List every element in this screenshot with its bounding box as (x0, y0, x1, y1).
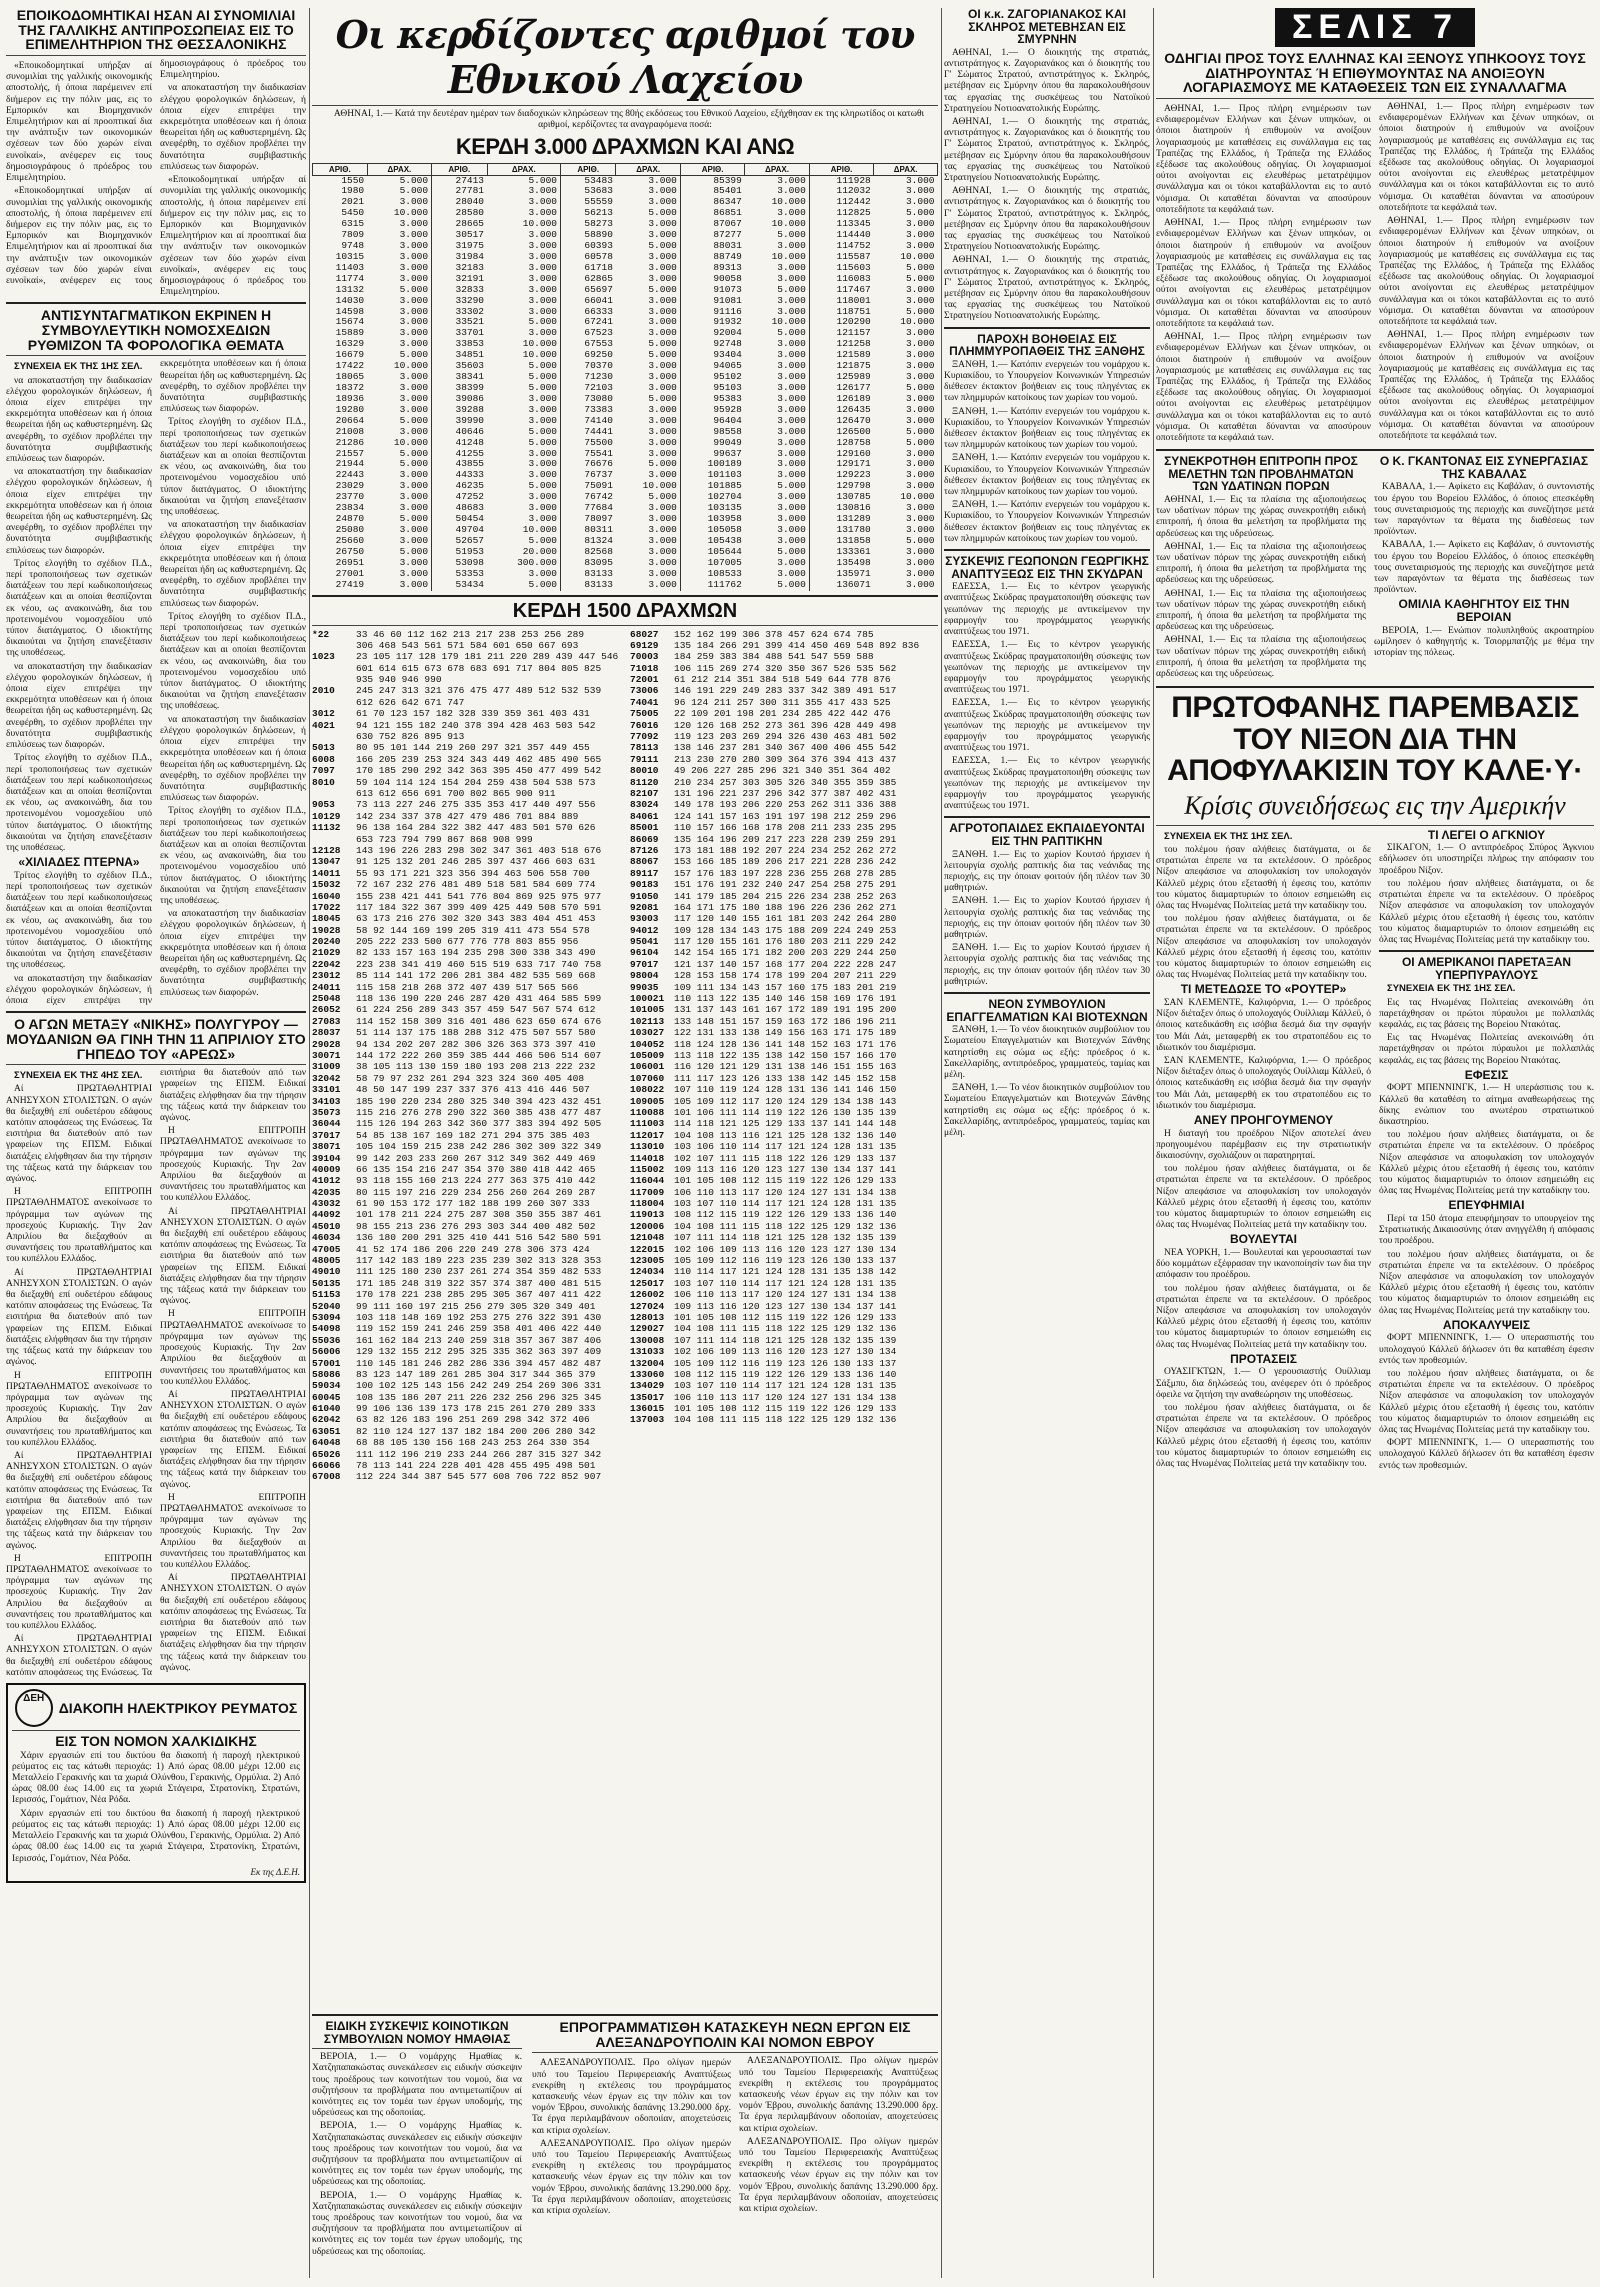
article-french-delegation-cont: «Εποικοδομητικαί υπήρξαν αί συνομιλίαι της γαλλικής οικονομικής αποστολής, ή όποια παρέμεινεν επί διήμερον εις την πόλιν μας, εις το Εμπορικόν και Βιομηχανικόν Επιμελητήριον και αί προοπτικαί δια την ανάπτυξιν των οικονομικών σχέσεων των δύο χωρών είναι ευνοϊκαί», ανέφερεν εις τους δημοσιογράφους ό πρόεδρος του Επιμελητηρίου. (6, 59, 306, 286)
lottery-row: 19280 3.000 39288 3.000 73383 3.000 95928 3.000 126435 3.000 (335, 403, 935, 415)
lottery-small-row: 134029 103 107 110 114 117 121 124 128 131 135 (630, 1380, 897, 1392)
lottery-row: 22443 3.000 44333 3.000 76737 3.000 101103 3.000 129223 3.000 (335, 469, 935, 481)
lottery-row: 7809 3.000 30517 3.000 58890 3.000 87277 5.000 114440 3.000 (341, 229, 935, 241)
lottery-small-row: 70003 184 259 383 384 488 541 547 559 588 (630, 651, 874, 663)
lottery-small-row: 128013 101 105 108 112 115 119 122 126 129 133 (630, 1311, 897, 1323)
lottery-small-row: 136015 101 105 108 112 115 119 122 126 129 133 (630, 1403, 897, 1415)
lottery-small-row: 108022 107 110 119 124 128 131 136 141 146 150 (630, 1084, 897, 1096)
lottery-small-row: 85001 110 157 166 168 178 208 211 233 235 295 (630, 822, 897, 834)
lottery-small-row: 35073 115 216 276 278 290 322 360 385 438 477 487 (312, 1106, 602, 1118)
lottery-row: 11403 3.000 32183 3.000 61718 3.000 89313 3.000 115603 5.000 (335, 261, 935, 273)
lottery-small-row: 129027 104 108 111 115 118 122 125 129 132 136 (630, 1323, 897, 1335)
prize-1500-title: ΚΕΡΔΗ 1500 ΔΡΑΧΜΩΝ (512, 599, 738, 622)
lottery-small-row: 21029 82 133 157 163 194 235 298 300 338 343 490 (312, 947, 596, 959)
lottery-small-row: 125017 103 107 110 114 117 121 124 128 131 135 (630, 1277, 897, 1289)
lottery-row: 17422 10.000 35603 5.000 70370 3.000 94065 3.000 121875 3.000 (335, 360, 935, 372)
lottery-small-row: 76016 120 126 168 252 273 361 396 428 449 498 (630, 719, 897, 731)
lottery-bottom-articles: ΕΙΔΙΚΗ ΣΥΣΚΕΨΙΣ ΚΟΙΝΟΤΙΚΩΝ ΣΥΜΒΟΥΛΙΩΝ ΝΟΜΟΥ ΗΜΑΘΙΑΣ ΒΕΡΟΙΑ, 1.— Ο νομάρχης Ημαθίας κ. Χατζηπαπακώστας συνεκάλεσεν εις ειδικήν σύσκεψιν τους προέδρους των κοινοτήτων του νομού, δια να συζητήσουν τα προβλήματα που αντιμετωπίζουν αί κοινότητες εις τον τομέα των έργων υποδομής, της υδρεύσεως και της οδοποιίας. ΒΕΡΟΙΑ, 1.— Ο νομάρχης Ημαθίας κ. Χατζηπαπακώστας συνεκάλεσεν εις ειδικήν σύσκεψιν τους προέδρους των κοινοτήτων του νομού, δια να συζητήσουν τα προβλήματα που αντιμετωπίζουν αί κοινότητες εις τον τομέα των έργων υποδομής, της υδρεύσεως και της οδοποιίας. ΒΕΡΟΙΑ, 1.— Ο νομάρχης Ημαθίας κ. Χατζηπαπακώστας συνεκάλεσεν εις ειδικήν σύσκεψιν τους προέδρους των κοινοτήτων του νομού, δια να συζητήσουν τα προβλήματα που αντιμετωπίζουν αί κοινότητες εις τον τομέα των έργων υποδομής, της υδρεύσεως και της οδοποιίας. ΕΠΡΟΓΡΑΜΜΑΤΙΣΘΗ ΚΑΤΑΣΚΕΥΗ ΝΕΩΝ ΕΡΓΩΝ ΕΙΣ ΑΛΕΞΑΝΔΡΟΥΠΟΛΙΝ ΚΑΙ ΝΟΜΟΝ ΕΒΡΟΥ ΑΛΕΞΑΝΔΡΟΥΠΟΛΙΣ. Προ ολίγων ημερών υπό του Ταμείου Περιφερειακής Αναπτύξεως ενεκρίθη η εκτέλεσις του προγράμματος κατασκευής νέων έργων εις την πόλιν και τον νομόν Έβρου, συνολικής δαπάνης 13.290.000 δρχ. Τα έργα περιλαμβάνουν οδοποιίαν, αποχετεύσεις και κτίρια σχολείων. ΑΛΕΞΑΝΔΡΟΥΠΟΛΙΣ. Προ ολίγων ημερών υπό του Ταμείου Περιφερειακής Αναπτύξεως ενεκρίθη η εκτέλεσις του προγράμματος κατασκευής νέων έργων εις την πόλιν και τον νομόν Έβρου, συνολικής δαπάνης 13.290.000 δρχ. Τα έργα περιλαμβάνουν οδοποιίαν, αποχετεύσεις και κτίρια σχολείων. ΑΛΕΞΑΝΔΡΟΥΠΟΛΙΣ. Προ ολίγων ημερών υπό του Ταμείου Περιφερειακής Αναπτύξεως ενεκρίθη η εκτέλεσις του προγράμματος κατασκευής νέων έργων εις την πόλιν και τον νομόν Έβρου, συνολικής δαπάνης 13.290.000 δρχ. Τα έργα περιλαμβάνουν οδοποιίαν, αποχετεύσεις και κτίρια σχολείων. ΑΛΕΞΑΝΔΡΟΥΠΟΛΙΣ. Προ ολίγων ημερών υπό του Ταμείου Περιφερειακής Αναπτύξεως ενεκρίθη η εκτέλεσις του προγράμματος κατασκευής νέων έργων εις την πόλιν και τον νομόν Έβρου, συνολικής δαπάνης 13.290.000 δρχ. Τα έργα περιλαμβάνουν οδοποιίαν, αποχετεύσεις και κτίρια σχολείων. (312, 2010, 938, 2260)
lottery-small-row: 80010 49 206 227 285 296 321 340 351 364 402 (630, 765, 891, 777)
headline-football-match: Ο ΑΓΩΝ ΜΕΤΑΞΥ «ΝΙΚΗΣ» ΠΟΛΥΓΥΡΟΥ — ΜΟΥΔΑΝΙΩΝ ΘΑ ΓΙΝΗ ΤΗΝ 11 ΑΠΡΙΛΙΟΥ ΣΤΟ ΓΗΠΕΔΟ ΤΟΥ «ΑΡΕΩΣ» (6, 1016, 306, 1062)
lottery-small-row: 59034 100 102 125 143 156 242 249 254 269 306 331 (312, 1380, 602, 1392)
lottery-small-row: 122015 102 106 109 113 116 120 123 127 130 134 (630, 1243, 897, 1255)
lottery-small-row: 31009 38 105 113 130 159 180 193 208 213 222 232 (312, 1061, 596, 1073)
lottery-small-row: 81120 210 234 257 303 305 326 340 355 359 385 (630, 776, 897, 788)
headline-missiles: ΟΙ ΑΜΕΡΙΚΑΝΟΙ ΠΑΡΕΤΑΞΑΝ ΥΠΕΡΠΥΡΑΥΛΟΥΣ (1401, 955, 1572, 982)
lottery-small-row: 50135 171 185 248 319 322 357 374 387 400 481 515 (312, 1277, 602, 1289)
lottery-small-row: 124034 110 114 117 121 124 128 131 135 138 142 (630, 1266, 897, 1278)
article-flood-aid: ΞΑΝΘΗ, 1.— Κατόπιν ενεργειών του νομάρχου κ. Κυριακίδου, το Υπουργείον Κοινωνικών Υπηρεσιών διέθεσεν έκτακτον βοήθειαν εις τους πληγέντας εκ των πλημμυρών κατοίκους των χωρίων του νομού. (944, 359, 1150, 404)
subhead-unprecedented: ΑΝΕΥ ΠΡΟΗΓΟΥΜΕΝΟΥ (1193, 1112, 1334, 1127)
lottery-small-row: 83024 149 178 193 206 220 253 262 311 336 388 (630, 799, 897, 811)
lottery-small-row: 52040 99 111 160 197 215 256 279 305 320 349 401 (312, 1300, 596, 1312)
lottery-row: 5450 10.000 28580 3.000 56213 5.000 86851 3.000 112825 5.000 (341, 207, 935, 219)
article-imathia-meeting: ΒΕΡΟΙΑ, 1.— Ο νομάρχης Ημαθίας κ. Χατζηπαπακώστας συνεκάλεσεν εις ειδικήν σύσκεψιν τους προέδρους των κοινοτήτων του νομού, δια να συζητήσουν τα προβλήματα που αντιμετωπίζουν αί κοινότητες εις τον τομέα των έργων υποδομής, της υδρεύσεως και της οδοποιίας. (312, 2052, 522, 2119)
lottery-row: 18936 3.000 39086 3.000 73080 5.000 95383 3.000 126189 3.000 (335, 392, 935, 404)
headline-sewing-school: ΑΓΡΟΤΟΠΑΙΔΕΣ ΕΚΠΑΙΔΕΥΟΝΤΑΙ ΕΙΣ ΤΗΝ ΡΑΠΤΙΚΗΝ (949, 821, 1145, 848)
lottery-small-row: 111003 114 118 121 125 129 133 137 141 144 148 (630, 1118, 897, 1130)
lottery-row: 27419 3.000 53434 5.000 83133 3.000 111762 5.000 136071 3.000 (335, 578, 935, 590)
lottery-small-row: 22042 223 238 341 419 460 515 519 633 717 740 758 (312, 958, 602, 970)
lottery-small-row: 78113 138 146 237 281 340 367 400 406 455 542 (630, 742, 897, 754)
lottery-row: 15889 3.000 33701 3.000 67523 3.000 92004 5.000 121157 3.000 (335, 327, 935, 339)
lottery-small-row: 112017 104 108 113 116 121 125 128 132 136 140 (630, 1129, 897, 1141)
lottery-small-row: 88067 153 166 185 189 206 217 221 228 236 242 (630, 856, 897, 868)
lottery-small-row: 49010 111 125 180 230 237 261 274 354 359 482 533 (312, 1266, 602, 1278)
lottery-row: 24870 5.000 50454 3.000 78097 3.000 103958 3.000 131289 3.000 (335, 513, 935, 525)
lottery-row: 21944 5.000 43855 3.000 76676 5.000 100189 3.000 129171 3.000 (335, 458, 935, 470)
lottery-small-row: 18045 63 173 216 276 302 320 343 383 404 451 453 (312, 913, 596, 925)
prize-3000-title: ΚΕΡΔΗ 3.000 ΔΡΑΧΜΩΝ ΚΑΙ ΑΝΩ (455, 134, 795, 160)
subhead-congressmen: ΒΟΥΛΕΥΤΑΙ (1229, 1232, 1298, 1247)
lottery-small-row: 13047 91 125 132 201 246 285 397 437 466 603 631 (312, 856, 596, 868)
lottery-small-row: 40009 66 135 154 216 247 354 370 380 418 442 465 (312, 1163, 596, 1175)
lottery-small-row: 48005 117 142 183 189 223 235 239 302 313 328 353 (312, 1255, 602, 1267)
continuation-label: ΣΥΝΕΧΕΙΑ ΕΚ ΤΗΣ 1ΗΣ ΣΕΛ. (14, 361, 143, 373)
lottery-small-row: 116044 101 105 108 112 115 119 122 126 129 133 (630, 1175, 897, 1187)
power-outage-notice: ΔΕΗ ΔΙΑΚΟΠΗ ΗΛΕΚΤΡΙΚΟΥ ΡΕΥΜΑΤΟΣ ΕΙΣ ΤΟΝ ΝΟΜΟΝ ΧΑΛΚΙΔΙΚΗΣ Χάριν εργασιών επί του δικτύου θα διακοπή ή παροχή ηλεκτρικού ρεύματος εις τας κάτωθι περιοχάς: 1) Από ώρας 08.00 μέχρι 12.00 εις Μεταλλείο Γερακινής και τα χωριά Ολύνθου, Γερακινής, Ορμύλια. 2) Από ώρας 08.00 έως 14.00 εις τα χωριά Στάγειρα, Στρατονίκη, Στρατώνι, Ιερισσός, Γομάτιον, Νέα Ρόδα. Χάριν εργασιών επί του δικτύου θα διακοπή ή παροχή ηλεκτρικού ρεύματος εις τας κάτωθι περιοχάς: 1) Από ώρας 08.00 μέχρι 12.00 εις Μεταλλείο Γερακινής και τα χωριά Ολύνθου, Γερακινής, Ορμύλια. 2) Από ώρας 08.00 έως 14.00 εις τα χωριά Στάγειρα, Στρατονίκη, Στρατώνι, Ιερισσός, Γομάτιον, Νέα Ρόδα. Εκ της Δ.Ε.Η. (6, 1683, 306, 1883)
lottery-intro: ΑΘΗΝΑΙ, 1.— Κατά την δευτέραν ημέραν των διαδοχικών κληρώσεων της 80ής εκδόσεως του Εθνικού Λαχείου, εξήχθησαν εκ της κληρωτίδος οι κατωθι αριθμοί, κερδίζοντες τα αναγραφόμενα ποσά: (333, 109, 925, 131)
lottery-row: 26750 5.000 51953 20.000 82568 3.000 105644 5.000 133361 3.000 (335, 545, 935, 557)
lottery-small-row: 82107 131 196 221 237 296 342 377 387 402 431 (630, 788, 897, 799)
lottery-row: 11774 3.000 32191 3.000 62865 3.000 90058 3.000 116083 5.000 (335, 272, 935, 284)
lottery-small-row: 66066 78 113 141 224 228 401 428 455 495 498 501 (312, 1460, 596, 1472)
lottery-small-row: 63051 82 110 124 127 137 182 184 200 206 280 342 (312, 1425, 596, 1437)
lottery-row: 15674 3.000 33521 5.000 67241 3.000 91932 10.000 120290 10.000 (335, 316, 935, 328)
lottery-small-row: 113010 103 106 110 114 117 121 124 128 131 135 (630, 1141, 897, 1153)
lottery-small-row: 110088 101 106 111 114 119 122 126 130 135 139 (630, 1106, 897, 1118)
lottery-row: 21557 5.000 41255 3.000 75541 3.000 99637 3.000 129160 3.000 (335, 447, 935, 459)
subhead-proposals: ΠΡΟΤΑΣΕΙΣ (1230, 1351, 1297, 1366)
lottery-small-row: 34103 185 190 220 234 280 325 340 394 423 432 451 (312, 1095, 602, 1107)
lottery-row: 18372 3.000 38399 5.000 72103 3.000 95103 3.000 126177 5.000 (335, 382, 935, 394)
lottery-small-row: 118004 103 107 110 114 117 121 124 128 131 135 (630, 1198, 897, 1210)
lottery-small-row: 33101 48 50 147 199 237 337 376 413 416 446 507 (312, 1084, 590, 1096)
lottery-small-row: 97017 121 137 140 157 168 177 204 222 228 247 (630, 958, 897, 970)
lottery-small-row: 65026 111 112 196 219 233 244 266 287 315 327 342 (312, 1448, 602, 1460)
lottery-small-row: 46034 136 180 200 291 325 410 441 516 542 580 591 (312, 1232, 602, 1244)
lottery-small-row: 24011 115 158 218 268 372 407 439 517 565 566 (312, 981, 579, 993)
lottery-small-row: 36044 115 126 194 263 342 360 377 383 394 492 505 (312, 1118, 602, 1130)
lottery-small-row: 27083 114 152 158 309 316 401 486 623 650 674 676 (312, 1015, 602, 1027)
lottery-small-row: 23012 85 114 141 172 206 281 384 482 535 569 668 (312, 970, 596, 982)
lottery-small-row: 60045 108 135 186 207 211 226 232 256 296 325 345 (312, 1391, 602, 1403)
column-right: ΣΕΛΙΣ 7 ΟΔΗΓΙΑΙ ΠΡΟΣ ΤΟΥΣ ΕΛΛΗΝΑΣ ΚΑΙ ΞΕΝΟΥΣ ΥΠΗΚΟΟΥΣ ΤΟΥΣ ΔΙΑΤΗΡΟΥΝΤΑΣ Ή ΕΠΙΘΥΜΟΥΝΤΑΣ ΝΑ ΑΝΟΙΞΟΥΝ ΛΟΓΑΡΙΑΣΜΟΥΣ ΜΕ ΚΑΤΑΘΕΣΕΙΣ ΤΩΝ ΕΙΣ ΣΥΝΑΛΛΑΓΜΑ ΑΘΗΝΑΙ, 1.— Προς πλήρη ενημέρωσιν των ενδιαφερομένων Ελλήνων και ξένων υπηκόων, οι όποιοι διατηρούν ή επιθυμούν να ανοίξουν λογαριασμούς με καταθέσεις εις συνάλλαγμα εις τας Τραπέζας της Ελλάδος, ή Τράπεζα της Ελλάδος εξέδωσε τας ακολούθους οδηγίας. Οι λογαριασμοί ούτοι ανοίγονται εις ελευθέρως μετατρέψιμον συνάλλαγμα και οι τόκοι καταβάλλονται εις το αυτό νόμισμα. Οι καταθέται δύνανται να αποσύρουν οποτεδήποτε τα κεφάλαιά των. ΑΘΗΝΑΙ, 1.— Προς πλήρη ενημέρωσιν των ενδιαφερομένων Ελλήνων και ξένων υπηκόων, οι όποιοι διατηρούν ή επιθυμούν να ανοίξουν λογαριασμούς με καταθέσεις εις συνάλλαγμα εις τας Τραπέζας της Ελλάδος, ή Τράπεζα της Ελλάδος εξέδωσε τας ακολούθους οδηγίας. Οι λογαριασμοί ούτοι ανοίγονται εις ελευθέρως μετατρέψιμον συνάλλαγμα και οι τόκοι καταβάλλονται εις το αυτό νόμισμα. Οι καταθέται δύνανται να αποσύρουν οποτεδήποτε τα κεφάλαιά των. ΑΘΗΝΑΙ, 1.— Προς πλήρη ενημέρωσιν των ενδιαφερομένων Ελλήνων και ξένων υπηκόων, οι όποιοι διατηρούν ή επιθυμούν να ανοίξουν λογαριασμούς με καταθέσεις εις συνάλλαγμα εις τας Τραπέζας της Ελλάδος, ή Τράπεζα της Ελλάδος εξέδωσε τας ακολούθους οδηγίας. Οι λογαριασμοί ούτοι ανοίγονται εις ελευθέρως μετατρέψιμον συνάλλαγμα και οι τόκοι καταβάλλονται εις το αυτό νόμισμα. Οι καταθέται δύνανται να αποσύρουν οποτεδήποτε τα κεφάλαιά των. ΑΘΗΝΑΙ, 1.— Προς πλήρη ενημέρωσιν των ενδιαφερομένων Ελλήνων και ξένων υπηκόων, οι όποιοι διατηρούν ή επιθυμούν να ανοίξουν λογαριασμούς με καταθέσεις εις συνάλλαγμα εις τας Τραπέζας της Ελλάδος, ή Τράπεζα της Ελλάδος εξέδωσε τας ακολούθους οδηγίας. Οι λογαριασμοί ούτοι ανοίγονται εις ελευθέρως μετατρέψιμον συνάλλαγμα και οι τόκοι καταβάλλονται εις το αυτό νόμισμα. Οι καταθέται δύνανται να αποσύρουν οποτεδήποτε τα κεφάλαιά των. ΑΘΗΝΑΙ, 1.— Προς πλήρη ενημέρωσιν των ενδιαφερομένων Ελλήνων και ξένων υπηκόων, οι όποιοι διατηρούν ή επιθυμούν να ανοίξουν λογαριασμούς με καταθέσεις εις συνάλλαγμα εις τας Τραπέζας της Ελλάδος, ή Τράπεζα της Ελλάδος εξέδωσε τας ακολούθους οδηγίας. Οι λογαριασμοί ούτοι ανοίγονται εις ελευθέρως μετατρέψιμον συνάλλαγμα και οι τόκοι καταβάλλονται εις το αυτό νόμισμα. Οι καταθέται δύνανται να αποσύρουν οποτεδήποτε τα κεφάλαιά των. ΑΘΗΝΑΙ, 1.— Προς πλήρη ενημέρωσιν των ενδιαφερομένων Ελλήνων και ξένων υπηκόων, οι όποιοι διατηρούν ή επιθυμούν να ανοίξουν λογαριασμούς με καταθέσεις εις συνάλλαγμα εις τας Τραπέζας της Ελλάδος, ή Τράπεζα της Ελλάδος εξέδωσε τας ακολούθους οδηγίας. Οι λογαριασμοί ούτοι ανοίγονται εις ελευθέρως μετατρέψιμον συνάλλαγμα και οι τόκοι καταβάλλονται εις το αυτό νόμισμα. Οι καταθέται δύνανται να αποσύρουν οποτεδήποτε τα κεφάλαιά των. ΣΥΝΕΚΡΟΤΗΘΗ ΕΠΙΤΡΟΠΗ ΠΡΟΣ ΜΕΛΕΤΗΝ ΤΩΝ ΠΡΟΒΛΗΜΑΤΩΝ ΤΩΝ ΥΔΑΤΙΝΩΝ ΠΟΡΩΝ ΑΘΗΝΑΙ, 1.— Εις τα πλαίσια της αξιοποιήσεως των υδατίνων πόρων της χώρας συνεκροτήθη ειδική επιτροπή, ή όποια θα μελετήση τα προβλήματα της αρδεύσεως και της υδρεύσεως. ΑΘΗΝΑΙ, 1.— Εις τα πλαίσια της αξιοποιήσεως των υδατίνων πόρων της χώρας συνεκροτήθη ειδική επιτροπή, ή όποια θα μελετήση τα προβλήματα της αρδεύσεως και της υδρεύσεως. ΑΘΗΝΑΙ, 1.— Εις τα πλαίσια της αξιοποιήσεως των υδατίνων πόρων της χώρας συνεκροτήθη ειδική επιτροπή, ή όποια θα μελετήση τα προβλήματα της αρδεύσεως και της υδρεύσεως. ΑΘΗΝΑΙ, 1.— Εις τα πλαίσια της αξιοποιήσεως των υδατίνων πόρων της χώρας συνεκροτήθη ειδική επιτροπή, ή όποια θα μελετήση τα προβλήματα της αρδεύσεως και της υδρεύσεως. Ο Κ. ΓΚΑΝΤΟΝΑΣ ΕΙΣ ΣΥΝΕΡΓΑΣΙΑΣ ΤΗΣ ΚΑΒΑΛΑΣ ΚΑΒΑΛΑ, 1.— Αφίκετο εις Καβάλαν, ό συντονιστής του έργου του Βορείου Ελλάδος, ό όποιος επεσκέφθη τους συνεταιρισμούς της περιοχής και συνεζήτησε μετά των παραγόντων τα θέματα της διαθέσεως των προϊόντων. ΚΑΒΑΛΑ, 1.— Αφίκετο εις Καβάλαν, ό συντονιστής του έργου του Βορείου Ελλάδος, ό όποιος επεσκέφθη τους συνεταιρισμούς της περιοχής και συνεζήτησε μετά των παραγόντων τα θέματα της διαθέσεως των προϊόντων. ΟΜΙΛΙΑ ΚΑΘΗΓΗΤΟΥ ΕΙΣ ΤΗΝ ΒΕΡΟΙΑΝ ΒΕΡΟΙΑ, 1.— Ενώπιον πολυπληθούς ακροατηρίου ωμίλησεν ό καθηγητής κ. Τσιορμπατζής με θέμα την ιστορίαν της πόλεως. ΠΡΩΤΟΦΑΝΗΣ ΠΑΡΕΜΒΑΣΙΣ ΤΟΥ ΝΙΞΟΝ ΔΙΑ ΤΗΝ ΑΠΟΦΥΛΑΚΙΣΙΝ ΤΟΥ ΚΑΛΕ·Υ· Κρίσις συνειδήσεως εις την Αμερικήν ΣΥΝΕΧΕΙΑ ΕΚ ΤΗΣ 1ΗΣ ΣΕΛ. του πολέμου ήσαν αλήθειες διατάγματα, οι δε στρατιώται έπρεπε να τα εκτελέσουν. Ο πρόεδρος Νίξον απεφάσισε να αποφυλακίση τον υπολοχαγόν Κάλλεϋ μέχρις ότου εξετασθή ή έφεσις του, κατόπιν του κύματος διαμαρτυριών το όποιον εσημειώθη εις όλας τας Ηνωμένας Πολιτείας μετά την καταδίκην του. του πολέμου ήσαν αλήθειες διατάγματα, οι δε στρατιώται έπρεπε να τα εκτελέσουν. Ο πρόεδρος Νίξον απεφάσισε να αποφυλακίση τον υπολοχαγόν Κάλλεϋ μέχρις ότου εξετασθή ή έφεσις του, κατόπιν του κύματος διαμαρτυριών το όποιον εσημειώθη εις όλας τας Ηνωμένας Πολιτείας μετά την καταδίκην του. ΤΙ ΜΕΤΕΔΩΣΕ ΤΟ «ΡΟΥΤΕΡ» ΣΑΝ ΚΛΕΜΕΝΤΕ, Καλιφόρνια, 1.— Ο πρόεδρος Νίξον διέταξεν όπως ό υπολοχαγός Ουίλλιαμ Κάλλεϋ, ό όποιος κατεδικάσθη εις ισόβια δεσμά δια την σφαγήν του Μάι Λάι, μεταφερθή εκ του στρατοπέδου εις το ιδιωτικόν του διαμέρισμα. ΣΑΝ ΚΛΕΜΕΝΤΕ, Καλιφόρνια, 1.— Ο πρόεδρος Νίξον διέταξεν όπως ό υπολοχαγός Ουίλλιαμ Κάλλεϋ, ό όποιος κατεδικάσθη εις ισόβια δεσμά δια την σφαγήν του Μάι Λάι, μεταφερθή εκ του στρατοπέδου εις το ιδιωτικόν του διαμέρισμα. ΑΝΕΥ ΠΡΟΗΓΟΥΜΕΝΟΥ Η διαταγή του προέδρου Νίξον αποτελεί άνευ προηγουμένου παρέμβασιν εις την στρατιωτικήν δικαιοσύνην, σχολιάζουν οι παρατηρηταί. του πολέμου ήσαν αλήθειες διατάγματα, οι δε στρατιώται έπρεπε να τα εκτελέσουν. Ο πρόεδρος Νίξον απεφάσισε να αποφυλακίση τον υπολοχαγόν Κάλλεϋ μέχρις ότου εξετασθή ή έφεσις του, κατόπιν του κύματος διαμαρτυριών το όποιον εσημειώθη εις όλας τας Ηνωμένας Πολιτείας μετά την καταδίκην του. ΒΟΥΛΕΥΤΑΙ ΝΕΑ ΥΟΡΚΗ, 1.— Βουλευταί και γερουσιασταί των δύο κομμάτων εξέφρασαν την ικανοποίησίν των δια την απόφασιν του προέδρου. του πολέμου ήσαν αλήθειες διατάγματα, οι δε στρατιώται έπρεπε να τα εκτελέσουν. Ο πρόεδρος Νίξον απεφάσισε να αποφυλακίση τον υπολοχαγόν Κάλλεϋ μέχρις ότου εξετασθή ή έφεσις του, κατόπιν του κύματος διαμαρτυριών το όποιον εσημειώθη εις όλας τας Ηνωμένας Πολιτείας μετά την καταδίκην του. ΠΡΟΤΑΣΕΙΣ ΟΥΑΣΙΓΚΤΩΝ, 1.— Ο γερουσιαστής Ουίλλιαμ Σάξμπυ, δια δηλώσεώς του, ανέφερεν ότι ό πρόεδρος όφειλε να ζητήση την αναθεώρησιν της υποθέσεως. του πολέμου ήσαν αλήθειες διατάγματα, οι δε στρατιώται έπρεπε να τα εκτελέσουν. Ο πρόεδρος Νίξον απεφάσισε να αποφυλακίση τον υπολοχαγόν Κάλλεϋ μέχρις ότου εξετασθή ή έφεσις του, κατόπιν του κύματος διαμαρτυριών το όποιον εσημειώθη εις όλας τας Ηνωμένας Πολιτείας μετά την καταδίκην του. ΤΙ ΛΕΓΕΙ Ο ΑΓΚΝΙΟΥ ΣΙΚΑΓΟΝ, 1.— Ο αντιπρόεδρος Σπύρος Άγκνιου εδήλωσεν ότι υποστηρίζει πλήρως την απόφασιν του προέδρου Νίξον. του πολέμου ήσαν αλήθειες διατάγματα, οι δε στρατιώται έπρεπε να τα εκτελέσουν. Ο πρόεδρος Νίξον απεφάσισε να αποφυλακίση τον υπολοχαγόν Κάλλεϋ μέχρις ότου εξετασθή ή έφεσις του, κατόπιν του κύματος διαμαρτυριών το όποιον εσημειώθη εις όλας τας Ηνωμένας Πολιτείας μετά την καταδίκην του. ΟΙ ΑΜΕΡΙΚΑΝΟΙ ΠΑΡΕΤΑΞΑΝ ΥΠΕΡΠΥΡΑΥΛΟΥΣ ΣΥΝΕΧΕΙΑ ΕΚ ΤΗΣ 1ΗΣ ΣΕΛ. Εις τας Ηνωμένας Πολιτείας ανεκοινώθη ότι παρετάχθησαν οι πρώτοι πύραυλοι με πολλαπλάς κεφαλάς, εις τας βάσεις της Βορείου Ντακότας. Εις τας Ηνωμένας Πολιτείας ανεκοινώθη ότι παρετάχθησαν οι πρώτοι πύραυλοι με πολλαπλάς κεφαλάς, εις τας βάσεις της Βορείου Ντακότας. ΕΦΕΣΙΣ ΦΟΡΤ ΜΠΕΝΝΙΝΓΚ, 1.— Η υπεράσπισις του κ. Κάλλεϋ θα καταθέση το αίτημα αναθεωρήσεως της δίκης ενώπιον του ανωτέρου στρατιωτικού δικαστηρίου. του πολέμου ήσαν αλήθειες διατάγματα, οι δε στρατιώται έπρεπε να τα εκτελέσουν. Ο πρόεδρος Νίξον απεφάσισε να αποφυλακίση τον υπολοχαγόν Κάλλεϋ μέχρις ότου εξετασθή ή έφεσις του, κατόπιν του κύματος διαμαρτυριών το όποιον εσημειώθη εις όλας τας Ηνωμένας Πολιτείας μετά την καταδίκην του. ΕΠΕΥΦΗΜΙΑΙ Περί τα 150 άτομα επευφήμησαν το υπουργείον της Στρατιωτικής Δικαιοσύνης όταν ανηγγέλθη ή απόφασις του προέδρου. του πολέμου ήσαν αλήθειες διατάγματα, οι δε στρατιώται έπρεπε να τα εκτελέσουν. Ο πρόεδρος Νίξον απεφάσισε να αποφυλακίση τον υπολοχαγόν Κάλλεϋ μέχρις ότου εξετασθή ή έφεσις του, κατόπιν του κύματος διαμαρτυριών το όποιον εσημειώθη εις όλας τας Ηνωμένας Πολιτείας μετά την καταδίκην του. ΑΠΟΚΑΛΥΨΕΙΣ ΦΟΡΤ ΜΠΕΝΝΙΝΓΚ, 1.— Ο υπερασπιστής του υπολοχαγού Κάλλεϋ δήλωσεν ότι θα καταθέση έφεσιν εντός των προθεσμιών. του πολέμου ήσαν αλήθειες διατάγματα, οι δε στρατιώται έπρεπε να τα εκτελέσουν. Ο πρόεδρος Νίξον απεφάσισε να αποφυλακίση τον υπολοχαγόν Κάλλεϋ μέχρις ότου εξετασθή ή έφεσις του, κατόπιν του κύματος διαμαρτυριών το όποιον εσημειώθη εις όλας τας Ηνωμένας Πολιτείας μετά την καταδίκην του. ΦΟΡΤ ΜΠΕΝΝΙΝΓΚ, 1.— Ο υπερασπιστής του υπολοχαγού Κάλλεϋ δήλωσεν ότι θα καταθέση έφεσιν εντός των προθεσμιών. (1156, 8, 1594, 1471)
lottery-small-row: 20240 205 222 233 500 677 776 778 803 855 956 (312, 936, 579, 948)
article-french-delegation: «Εποικοδομητικαί υπήρξαν αί συνομιλίαι της γαλλικής οικονομικής αποστολής, ή όποια παρέμεινεν επί διήμερον εις την πόλιν μας, εις το Εμπορικόν και Βιομηχανικόν Επιμελητήριον και αί προοπτικαί δια την ανάπτυξιν των οικονομικών σχέσεων των δύο χωρών είναι ευνοϊκαί», ανέφερεν εις τους δημοσιογράφους ό πρόεδρος του Επιμελητηρίου. (6, 61, 152, 184)
lottery-row: 23029 3.000 46235 5.000 75091 10.000 101885 5.000 129798 3.000 (335, 480, 935, 492)
article-football-match: Αί ΠΡΩΤΑΘΛΗΤΡΙΑΙ ΑΝΗΣΥΧΟΝ ΣΤΟΛΙΣΤΩΝ. Ο αγών θα διεξαχθή επί ουδετέρου εδάφους κατόπιν αποφάσεως της Ενώσεως. Τα εισιτήρια θα διατεθούν από των γραφείων της ΕΠΣΜ. Ειδικαί διατάξεις ελήφθησαν δια την τήρησιν της τάξεως κατά την διάρκειαν του αγώνος. (6, 1084, 152, 1185)
lottery-small-row: 17022 117 184 322 367 399 409 425 449 508 570 591 (312, 901, 602, 913)
article-currency-accounts: ΑΘΗΝΑΙ, 1.— Προς πλήρη ενημέρωσιν των ενδιαφερομένων Ελλήνων και ξένων υπηκόων, οι όποιοι διατηρούν ή επιθυμούν να ανοίξουν λογαριασμούς με καταθέσεις εις συνάλλαγμα εις τας Τραπέζας της Ελλάδος, ή Τράπεζα της Ελλάδος εξέδωσε τας ακολούθους οδηγίας. Οι λογαριασμοί ούτοι ανοίγονται εις ελευθέρως μετατρέψιμον συνάλλαγμα και οι τόκοι καταβάλλονται εις το αυτό νόμισμα. Οι καταθέται δύνανται να αποσύρουν οποτεδήποτε τα κεφάλαιά των. (1156, 104, 1371, 215)
lottery-small-row: 45010 98 155 213 236 276 293 303 344 400 482 502 (312, 1220, 596, 1232)
lottery-small-row: 53094 103 118 148 169 192 253 275 276 322 391 430 (312, 1311, 602, 1323)
subheadline-nixon-calley: Κρίσις συνειδήσεως εις την Αμερικήν (1184, 790, 1566, 820)
lottery-small-list-b (630, 629, 938, 1483)
headline-kavala: Ο Κ. ΓΚΑΝΤΟΝΑΣ ΕΙΣ ΣΥΝΕΡΓΑΣΙΑΣ ΤΗΣ ΚΑΒΑΛΑΣ (1379, 454, 1589, 481)
lottery-small-row: 51153 170 178 221 238 285 295 305 367 407 411 422 (312, 1289, 602, 1301)
lottery-row: 25660 3.000 52657 5.000 81324 3.000 105438 3.000 131858 5.000 (335, 534, 935, 546)
lottery-small-row: 135017 106 110 113 117 120 124 127 131 134 138 (630, 1391, 897, 1403)
article-missiles: Εις τας Ηνωμένας Πολιτείας ανεκοινώθη ότι παρετάχθησαν οι πρώτοι πύραυλοι με πολλαπλάς κεφαλάς, εις τας βάσεις της Βορείου Ντακότας. (1379, 997, 1594, 1030)
lottery-small-row: 7097 170 185 290 292 342 363 395 450 477 499 542 (312, 765, 602, 777)
lottery-small-row: 117009 106 110 113 117 120 124 127 131 134 138 (630, 1186, 897, 1198)
lottery-row: 26951 3.000 53098 300.000 83095 3.000 107005 3.000 135498 3.000 (335, 556, 935, 568)
article-tax-bill: να αποκαταστήση την διαδικασίαν ελέγχου φορολογικών δηλώσεων, ή όποια είχεν επιτρέψει την εκκρεμότητα υποθέσεων και ή όποια θεωρείται ήδη ως καθυστερημένη. Ως ανεφέρθη, το σχέδιον προβλέπει την δυνατότητα συμβιβαστικής επιλύσεως των διαφορών. (6, 375, 152, 465)
headline-currency-accounts: ΟΔΗΓΙΑΙ ΠΡΟΣ ΤΟΥΣ ΕΛΛΗΝΑΣ ΚΑΙ ΞΕΝΟΥΣ ΥΠΗΚΟΟΥΣ ΤΟΥΣ ΔΙΑΤΗΡΟΥΝΤΑΣ Ή ΕΠΙΘΥΜΟΥΝΤΑΣ ΝΑ ΑΝΟΙΞΟΥΝ ΛΟΓΑΡΙΑΣΜΟΥΣ ΜΕ ΚΑΤΑΘΕΣΕΙΣ ΤΩΝ ΕΙΣ ΣΥΝΑΛΛΑΓΜΑ (1164, 50, 1586, 96)
lottery-small-row: 127024 109 113 116 120 123 127 130 134 137 141 (630, 1300, 897, 1312)
lottery-small-row: 67008 112 224 344 387 545 577 608 706 722 852 907 (312, 1471, 602, 1483)
lottery-small-row: 613 612 656 691 700 802 865 900 911 (356, 788, 556, 799)
article-evros-works: ΑΛΕΞΑΝΔΡΟΥΠΟΛΙΣ. Προ ολίγων ημερών υπό του Ταμείου Περιφερειακής Αναπτύξεως ενεκρίθη η εκτέλεσις του προγράμματος κατασκευής νέων έργων εις την πόλιν και τον νομόν Έβρου, συνολικής δαπάνης 13.290.000 δρχ. Τα έργα περιλαμβάνουν οδοποιίαν, αποχετεύσεις και κτίρια σχολείων. (532, 2058, 731, 2136)
lottery-small-row: 69129 135 184 266 291 399 414 450 469 548 892 836 (630, 639, 920, 651)
headline-veroia-lecture: ΟΜΙΛΙΑ ΚΑΘΗΓΗΤΟΥ ΕΙΣ ΤΗΝ ΒΕΡΟΙΑΝ (1398, 597, 1570, 624)
lottery-row: 10315 3.000 31984 3.000 60578 3.000 88749 10.000 115587 10.000 (335, 250, 935, 262)
lottery-row: 27001 3.000 53353 3.000 83133 3.000 108533 3.000 135971 3.000 (335, 567, 935, 579)
lottery-small-row: 90183 151 176 191 232 240 247 254 258 275 291 (630, 879, 897, 891)
lottery-masthead: Οι κερδίζοντες αριθμοί του Εθνικού Λαχείου (335, 12, 915, 102)
column-news: ΟΙ κ.κ. ΖΑΓΟΡΙΑΝΑΚΟΣ ΚΑΙ ΣΚΛΗΡΟΣ ΜΕΤΕΒΗΣΑΝ ΕΙΣ ΣΜΥΡΝΗΝ ΑΘΗΝΑΙ, 1.— Ο διοικητής της στρατιάς, αντιστράτηγος κ. Ζαγοριανάκος και ό διοικητής του Γ' Σώματος Στρατού, αντιστράτηγος κ. Σκληρός, μετέβησαν εις Σμύρνην όπου θα παρακολουθήσουν τας εργασίας της συσκέψεως του Νατοϊκού Στρατηγείου Νοτιοανατολικής Ευρώπης. ΑΘΗΝΑΙ, 1.— Ο διοικητής της στρατιάς, αντιστράτηγος κ. Ζαγοριανάκος και ό διοικητής του Γ' Σώματος Στρατού, αντιστράτηγος κ. Σκληρός, μετέβησαν εις Σμύρνην όπου θα παρακολουθήσουν τας εργασίας της συσκέψεως του Νατοϊκού Στρατηγείου Νοτιοανατολικής Ευρώπης. ΑΘΗΝΑΙ, 1.— Ο διοικητής της στρατιάς, αντιστράτηγος κ. Ζαγοριανάκος και ό διοικητής του Γ' Σώματος Στρατού, αντιστράτηγος κ. Σκληρός, μετέβησαν εις Σμύρνην όπου θα παρακολουθήσουν τας εργασίας της συσκέψεως του Νατοϊκού Στρατηγείου Νοτιοανατολικής Ευρώπης. ΑΘΗΝΑΙ, 1.— Ο διοικητής της στρατιάς, αντιστράτηγος κ. Ζαγοριανάκος και ό διοικητής του Γ' Σώματος Στρατού, αντιστράτηγος κ. Σκληρός, μετέβησαν εις Σμύρνην όπου θα παρακολουθήσουν τας εργασίας της συσκέψεως του Νατοϊκού Στρατηγείου Νοτιοανατολικής Ευρώπης. ΠΑΡΟΧΗ ΒΟΗΘΕΙΑΣ ΕΙΣ ΠΛΗΜΜΥΡΟΠΑΘΕΙΣ ΤΗΣ ΞΑΝΘΗΣ ΞΑΝΘΗ, 1.— Κατόπιν ενεργειών του νομάρχου κ. Κυριακίδου, το Υπουργείον Κοινωνικών Υπηρεσιών διέθεσεν έκτακτον βοήθειαν εις τους πληγέντας εκ των πλημμυρών κατοίκους των χωρίων του νομού. ΞΑΝΘΗ, 1.— Κατόπιν ενεργειών του νομάρχου κ. Κυριακίδου, το Υπουργείον Κοινωνικών Υπηρεσιών διέθεσεν έκτακτον βοήθειαν εις τους πληγέντας εκ των πλημμυρών κατοίκους των χωρίων του νομού. ΞΑΝΘΗ, 1.— Κατόπιν ενεργειών του νομάρχου κ. Κυριακίδου, το Υπουργείον Κοινωνικών Υπηρεσιών διέθεσεν έκτακτον βοήθειαν εις τους πληγέντας εκ των πλημμυρών κατοίκους των χωρίων του νομού. ΞΑΝΘΗ, 1.— Κατόπιν ενεργειών του νομάρχου κ. Κυριακίδου, το Υπουργείον Κοινωνικών Υπηρεσιών διέθεσεν έκτακτον βοήθειαν εις τους πληγέντας εκ των πλημμυρών κατοίκους των χωρίων του νομού. ΣΥΣΚΕΨΙΣ ΓΕΩΠΟΝΩΝ ΓΕΩΡΓΙΚΗΣ ΑΝΑΠΤΥΞΕΩΣ ΕΙΣ ΤΗΝ ΣΚΥΔΡΑΝ ΕΔΕΣΣΑ, 1.— Εις το κέντρον γεωργικής αναπτύξεως Σκύδρας πραγματοποιήθη σύσκεψις των γεωπόνων της περιοχής με αντικείμενον την εφαρμογήν του προγράμματος γεωργικής αναπτύξεως του 1971. ΕΔΕΣΣΑ, 1.— Εις το κέντρον γεωργικής αναπτύξεως Σκύδρας πραγματοποιήθη σύσκεψις των γεωπόνων της περιοχής με αντικείμενον την εφαρμογήν του προγράμματος γεωργικής αναπτύξεως του 1971. ΕΔΕΣΣΑ, 1.— Εις το κέντρον γεωργικής αναπτύξεως Σκύδρας πραγματοποιήθη σύσκεψις των γεωπόνων της περιοχής με αντικείμενον την εφαρμογήν του προγράμματος γεωργικής αναπτύξεως του 1971. ΕΔΕΣΣΑ, 1.— Εις το κέντρον γεωργικής αναπτύξεως Σκύδρας πραγματοποιήθη σύσκεψις των γεωπόνων της περιοχής με αντικείμενον την εφαρμογήν του προγράμματος γεωργικής αναπτύξεως του 1971. ΑΓΡΟΤΟΠΑΙΔΕΣ ΕΚΠΑΙΔΕΥΟΝΤΑΙ ΕΙΣ ΤΗΝ ΡΑΠΤΙΚΗΝ ΞΑΝΘΗ. 1.— Εις το χωρίον Κουτσό ήρχισεν ή λειτουργία σχολής ραπτικής δια τας νεάνιδας της περιοχής, εις την όποιαν φοιτούν ήδη πλέον των 30 μαθητριών. ΞΑΝΘΗ. 1.— Εις το χωρίον Κουτσό ήρχισεν ή λειτουργία σχολής ραπτικής δια τας νεάνιδας της περιοχής, εις την όποιαν φοιτούν ήδη πλέον των 30 μαθητριών. ΞΑΝΘΗ. 1.— Εις το χωρίον Κουτσό ήρχισεν ή λειτουργία σχολής ραπτικής δια τας νεάνιδας της περιοχής, εις την όποιαν φοιτούν ήδη πλέον των 30 μαθητριών. ΝΕΟΝ ΣΥΜΒΟΥΛΙΟΝ ΕΠΑΓΓΕΛΜΑΤΙΩΝ ΚΑΙ ΒΙΟΤΕΧΝΩΝ ΞΑΝΘΗ, 1.— Το νέον διοικητικόν συμβούλιον του Σωματείου Επαγγελματιών και Βιοτεχνών Ξάνθης κατηρτίσθη εις σώμα ως εξής: πρόεδρος ό κ. Σακελλαρίδης, αντιπρόεδρος, γραμματεύς, ταμίας και μέλη. ΞΑΝΘΗ, 1.— Το νέον διοικητικόν συμβούλιον του Σωματείου Επαγγελματιών και Βιοτεχνών Ξάνθης κατηρτίσθη εις σώμα ως εξής: πρόεδρος ό κ. Σακελλαρίδης, αντιπρόεδρος, γραμματεύς, ταμίας και μέλη. (944, 8, 1150, 1138)
lottery-row: 20664 5.000 39990 3.000 74140 3.000 96404 3.000 126470 3.000 (335, 414, 935, 426)
headline-agronomists: ΣΥΣΚΕΨΙΣ ΓΕΩΠΟΝΩΝ ΓΕΩΡΓΙΚΗΣ ΑΝΑΠΤΥΞΕΩΣ ΕΙΣ ΤΗΝ ΣΚΥΔΡΑΝ (945, 554, 1149, 581)
lottery-small-row: 95041 117 120 155 161 176 180 203 211 229 242 (630, 936, 897, 948)
lottery-small-row: 43032 61 90 153 172 177 182 188 199 260 307 333 (312, 1198, 590, 1210)
lottery-small-row: 123005 105 109 112 116 119 123 126 130 133 137 (630, 1255, 897, 1267)
lottery-small-row: 84061 124 141 157 163 191 197 198 212 259 296 (630, 810, 897, 822)
column-lottery (312, 8, 938, 2278)
lottery-row: 13132 5.000 32833 3.000 65697 5.000 91073 5.000 117467 3.000 (335, 283, 935, 295)
article-zagorianakos: ΑΘΗΝΑΙ, 1.— Ο διοικητής της στρατιάς, αντιστράτηγος κ. Ζαγοριανάκος και ό διοικητής του Γ' Σώματος Στρατού, αντιστράτηγος κ. Σκληρός, μετέβησαν εις Σμύρνην όπου θα παρακολουθήσουν τας εργασίας της συσκέψεως του Νατοϊκού Στρατηγείου Νοτιοανατολικής Ευρώπης. (944, 47, 1150, 114)
lottery-small-row: 653 723 794 799 867 868 908 999 (356, 833, 533, 845)
lottery-small-row: 16040 155 238 421 441 541 776 804 869 925 975 977 (312, 890, 602, 902)
lottery-small-row: 104052 118 124 128 136 141 148 152 163 171 176 (630, 1038, 897, 1050)
lottery-small-row: 26052 61 224 256 289 343 357 459 547 567 574 612 (312, 1004, 596, 1016)
lottery-small-row: 32042 58 79 97 232 261 294 323 324 360 405 408 (312, 1072, 585, 1084)
article-kavala: ΚΑΒΑΛΑ, 1.— Αφίκετο εις Καβάλαν, ό συντονιστής του έργου του Βορείου Ελλάδος, ό όποιος επεσκέφθη τους συνεταιρισμούς της περιοχής και συνεζήτησε μετά των παραγόντων τα θέματα της διαθέσεως των προϊόντων. (1374, 482, 1594, 538)
lottery-small-row: 74041 96 124 211 257 300 311 355 417 433 525 (630, 696, 891, 708)
lottery-small-row: 61040 99 106 136 139 173 178 215 261 270 289 333 (312, 1403, 596, 1415)
lottery-small-row: 72001 61 212 214 351 384 518 549 644 778 876 (630, 674, 891, 686)
lottery-big-prizes-table: ΑΡΙΘ. ΔΡΑΧ. ΑΡΙΘ. ΔΡΑΧ. ΑΡΙΘ. ΔΡΑΧ. ΑΡΙΘ. ΔΡΑΧ. ΑΡΙΘ. ΔΡΑΧ. 1550 5.000 27413 5.000 53483 3.000 85399 3.000 111928 3.000 1980 5.000 27781 3.000 53683 3.000 85401 3.000 112032 3.000 2021 3.000 28040 3.000 55559 3.000 86347 10.000 112442 3.000 5450 10.000 28580 3.000 56213 5.000 86851 3.000 112825 5.000 6315 3.000 28665 10.000 58273 3.000 87067 10.000 113345 3.000 7809 3.000 30517 3.000 58890 3.000 87277 5.000 114440 3.000 9748 3.000 31975 3.000 60393 5.000 88031 3.000 114752 3.000 10315 3.000 31984 3.000 60578 3.000 88749 10.000 115587 10.000 11403 3.000 32183 3.000 61718 3.000 89313 3.000 115603 5.000 11774 3.000 32191 3.000 62865 3.000 90058 3.000 116083 5.000 13132 5.000 32833 3.000 65697 5.000 91073 5.000 117467 3.000 14030 3.000 33290 3.000 66041 3.000 91081 3.000 118001 3.000 14598 3.000 33302 3.000 66333 3.000 91116 3.000 118751 5.000 15674 3.000 33521 5.000 67241 3.000 91932 10.000 120290 10.000 15889 3.000 33701 3.000 67523 3.000 92004 5.000 121157 3.000 16329 3.000 33853 10.000 67553 5.000 92748 3.000 121258 3.000 16679 5.000 34851 10.000 69250 5.000 93404 3.000 121589 3.000 17422 10.000 35603 5.000 70370 3.000 94065 3.000 121875 3.000 18065 3.000 38341 5.000 71230 3.000 95102 3.000 125989 3.000 18372 3.000 38399 5.000 72103 3.000 95103 3.000 126177 5.000 18936 3.000 39086 3.000 73080 5.000 95383 3.000 126189 3.000 19280 3.000 39288 3.000 73383 3.000 95928 3.000 126435 3.000 20664 5.000 39990 3.000 74140 3.000 96404 3.000 126470 3.000 21008 3.000 40646 5.000 74441 3.000 98558 3.000 126500 5.000 21286 10.000 41248 5.000 75500 3.000 99049 3.000 128758 5.000 21557 5.000 41255 3.000 75541 3.000 99637 3.000 129160 3.000 21944 5.000 43855 3.000 76676 5.000 100189 3.000 129171 3.000 22443 3.000 44333 3.000 76737 3.000 101103 3.000 129223 3.000 23029 3.000 46235 5.000 75091 10.000 101885 5.000 129798 3.000 23770 3.000 47252 3.000 76742 5.000 102704 3.000 130785 10.000 23834 3.000 48683 3.000 77684 3.000 103135 3.000 130816 3.000 24870 5.000 50454 3.000 78097 3.000 103958 3.000 131289 3.000 25080 3.000 49704 10.000 80311 3.000 105058 3.000 131780 3.000 25660 3.000 52657 5.000 81324 3.000 105438 3.000 131858 5.000 26750 5.000 51953 20.000 82568 3.000 105644 5.000 133361 3.000 26951 3.000 53098 300.000 83095 3.000 107005 3.000 135498 3.000 27001 3.000 53353 3.000 83133 3.000 108533 3.000 135971 3.000 27419 3.000 53434 5.000 83133 3.000 111762 5.000 136071 3.000 (312, 163, 938, 591)
headline-flood-aid: ΠΑΡΟΧΗ ΒΟΗΘΕΙΑΣ ΕΙΣ ΠΛΗΜΜΥΡΟΠΑΘΕΙΣ ΤΗΣ ΞΑΝΘΗΣ (949, 331, 1145, 359)
lottery-small-row: 62042 63 82 126 183 196 251 269 298 342 372 406 (312, 1414, 590, 1426)
article-veroia-lecture: ΒΕΡΟΙΑ, 1.— Ενώπιον πολυπληθούς ακροατηρίου ωμίλησεν ό καθηγητής κ. Τσιορμπατζής με θέμα την ιστορίαν της πόλεως. (1374, 625, 1594, 658)
headline-nixon-calley: ΠΡΩΤΟΦΑΝΗΣ ΠΑΡΕΜΒΑΣΙΣ ΤΟΥ ΝΙΞΟΝ ΔΙΑ ΤΗΝ ΑΠΟΦΥΛΑΚΙΣΙΝ ΤΟΥ ΚΑΛΕ·Υ· (1167, 691, 1583, 788)
lottery-small-row: 79111 213 230 270 280 309 364 376 394 413 437 (630, 753, 897, 765)
lottery-small-row: 99035 109 111 134 143 157 160 175 183 201 219 (630, 981, 897, 993)
article-water-committee: ΑΘΗΝΑΙ, 1.— Εις τα πλαίσια της αξιοποιήσεως των υδατίνων πόρων της χώρας συνεκροτήθη ειδική επιτροπή, ή όποια θα μελετήση τα προβλήματα της αρδεύσεως και της υδρεύσεως. (1156, 494, 1366, 539)
subhead-cheers: ΕΠΕΥΦΗΜΙΑΙ (1448, 1198, 1525, 1213)
lottery-small-row: 115002 109 113 116 120 123 127 130 134 137 141 (630, 1163, 897, 1175)
page-number-banner: ΣΕΛΙΣ 7 (1275, 8, 1475, 47)
lottery-small-row: 103027 122 131 133 138 149 156 163 171 175 189 (630, 1027, 897, 1039)
article-new-council: ΞΑΝΘΗ, 1.— Το νέον διοικητικόν συμβούλιον του Σωματείου Επαγγελματιών και Βιοτεχνών Ξάνθης κατηρτίσθη εις σώμα ως εξής: πρόεδρος ό κ. Σακελλαρίδης, αντιπρόεδρος, γραμματεύς, ταμίας και μέλη. (944, 1025, 1150, 1080)
headline-tax-bill: ΑΝΤΙΣΥΝΤΑΓΜΑΤΙΚΟΝ ΕΚΡΙΝΕΝ Η ΣΥΜΒΟΥΛΕΥΤΙΚΗ ΝΟΜΟΣΧΕΔΙΩΝ ΡΥΘΜΙΖΟΝ ΤΑ ΦΟΡΟΛΟΓΙΚΑ ΘΕΜΑΤΑ (27, 307, 285, 353)
lottery-small-row: 94012 109 128 134 143 175 188 209 224 249 253 (630, 924, 897, 936)
lottery-small-row: 68027 152 162 199 306 378 457 624 674 785 (630, 628, 874, 640)
lottery-small-row: 58086 83 123 147 189 261 285 304 317 344 365 379 (312, 1368, 596, 1380)
lottery-row: 1980 5.000 27781 3.000 53683 3.000 85401 3.000 112032 3.000 (341, 185, 935, 197)
lottery-small-row: 57001 110 145 181 246 282 286 336 394 457 482 487 (312, 1357, 602, 1369)
headline-water-committee: ΣΥΝΕΚΡΟΤΗΘΗ ΕΠΙΤΡΟΠΗ ΠΡΟΣ ΜΕΛΕΤΗΝ ΤΩΝ ΠΡΟΒΛΗΜΑΤΩΝ ΤΩΝ ΥΔΑΤΙΝΩΝ ΠΟΡΩΝ (1164, 454, 1358, 494)
lottery-small-row: *22 33 46 60 112 162 213 217 238 253 256 289 (312, 628, 585, 640)
lottery-small-row: 54098 119 152 159 241 246 259 358 401 406 422 440 (312, 1323, 602, 1335)
lottery-small-row: 119013 108 112 115 119 122 126 129 133 136 140 (630, 1209, 897, 1221)
lottery-small-row: 1023 23 105 117 128 179 181 211 220 289 439 447 546 (312, 651, 619, 663)
power-outage-title: ΔΙΑΚΟΠΗ ΗΛΕΚΤΡΙΚΟΥ ΡΕΥΜΑΤΟΣ (58, 1699, 298, 1716)
subhead-appeal: ΕΦΕΣΙΣ (1464, 1067, 1509, 1082)
lottery-small-row: 86069 135 164 196 209 217 223 228 239 259 291 (630, 833, 897, 845)
lottery-small-row: 92081 164 171 175 180 188 196 226 236 262 271 (630, 901, 897, 913)
lottery-row: 14598 3.000 33302 3.000 66333 3.000 91116 3.000 118751 5.000 (335, 305, 935, 317)
lottery-small-row: 25048 118 136 190 220 246 287 420 431 464 585 599 (312, 993, 602, 1005)
lottery-small-row: 30071 144 172 222 260 359 385 444 466 506 514 607 (312, 1049, 602, 1061)
lottery-small-row: 71018 106 115 269 274 320 350 367 526 535 562 (630, 662, 897, 674)
lottery-small-row: 935 940 946 990 (356, 674, 442, 686)
lottery-small-row: 106001 116 120 121 129 131 138 146 151 155 163 (630, 1061, 897, 1073)
lottery-small-row: 98004 128 153 158 174 178 199 204 207 211 229 (630, 970, 897, 982)
lottery-small-row: 38071 105 104 159 215 238 242 286 302 309 322 349 (312, 1141, 602, 1153)
lottery-small-row: 75005 22 109 201 198 201 234 285 422 442 476 (630, 708, 891, 720)
lottery-small-list-a (312, 629, 620, 1483)
lottery-small-row: 133060 108 112 115 119 122 126 129 133 136 140 (630, 1368, 897, 1380)
power-outage-text: Χάριν εργασιών επί του δικτύου θα διακοπή ή παροχή ηλεκτρικού ρεύματος εις τας κάτωθι περιοχάς: 1) Από ώρας 08.00 μέχρι 12.00 εις Μεταλλείο Γερακινής και τα χωριά Ολύνθου, Γερακινής, Ορμύλια. 2) Από ώρας 08.00 έως 14.00 εις τα χωριά Στάγειρα, Στρατονίκη, Στρατώνι, Ιερισσός, Γομάτιον, Νέα Ρόδα. (12, 1750, 300, 1806)
lottery-small-row: 42035 80 115 197 216 229 234 256 260 264 269 287 (312, 1186, 596, 1198)
lottery-small-row: 306 468 543 561 571 584 601 650 667 693 (356, 639, 579, 651)
lottery-small-row: 105009 113 118 122 135 138 142 150 157 166 170 (630, 1049, 897, 1061)
headline-new-council: ΝΕΟΝ ΣΥΜΒΟΥΛΙΟΝ ΕΠΑΓΓΕΛΜΑΤΙΩΝ ΚΑΙ ΒΙΟΤΕΧΝΩΝ (946, 996, 1148, 1024)
lottery-small-row: 131033 102 106 109 113 116 120 123 127 130 134 (630, 1346, 897, 1358)
lottery-row: 14030 3.000 33290 3.000 66041 3.000 91081 3.000 118001 3.000 (335, 294, 935, 306)
lottery-row: 23770 3.000 47252 3.000 76742 5.000 102704 3.000 130785 10.000 (335, 491, 935, 503)
lottery-small-row: 132004 105 109 112 116 119 123 126 130 133 137 (630, 1357, 897, 1369)
lottery-small-row: 29028 94 134 202 207 282 306 326 363 373 397 410 (312, 1038, 596, 1050)
lottery-row: 2021 3.000 28040 3.000 55559 3.000 86347 10.000 112442 3.000 (341, 196, 935, 208)
lottery-small-row: 3012 61 70 123 157 182 328 339 359 361 403 431 (312, 708, 590, 720)
lottery-small-row: 10129 142 234 337 378 427 479 486 701 884 889 (312, 810, 579, 822)
lottery-small-row: 56006 129 132 155 212 295 325 335 362 363 397 409 (312, 1346, 602, 1358)
lottery-small-row: 114018 102 107 111 115 118 122 126 129 133 137 (630, 1152, 897, 1164)
lottery-small-row: 9053 73 113 227 246 275 335 353 417 440 497 556 (312, 799, 596, 811)
lottery-small-row: 64048 68 88 105 130 156 168 243 253 264 330 354 (312, 1437, 590, 1449)
lottery-small-row: 47005 41 52 174 186 206 220 249 278 306 373 424 (312, 1243, 590, 1255)
lottery-small-row: 612 626 642 671 747 (356, 696, 465, 708)
lottery-row: 21286 10.000 41248 5.000 75500 3.000 99049 3.000 128758 5.000 (335, 436, 935, 448)
lottery-row: 16329 3.000 33853 10.000 67553 5.000 92748 3.000 121258 3.000 (335, 338, 935, 350)
column-left: ΕΠΟΙΚΟΔΟΜΗΤΙΚΑΙ ΗΣΑΝ ΑΙ ΣΥΝΟΜΙΛΙΑΙ ΤΗΣ ΓΑΛΛΙΚΗΣ ΑΝΤΙΠΡΟΣΩΠΕΙΑΣ ΕΙΣ ΤΟ ΕΠΙΜΕΛΗΤΗΡΙΟΝ ΤΗΣ ΘΕΣΣΑΛΟΝΙΚΗΣ «Εποικοδομητικαί υπήρξαν αί συνομιλίαι της γαλλικής οικονομικής αποστολής, ή όποια παρέμεινεν επί διήμερον εις την πόλιν μας, εις το Εμπορικόν και Βιομηχανικόν Επιμελητήριον και αί προοπτικαί δια την ανάπτυξιν των οικονομικών σχέσεων των δύο χωρών είναι ευνοϊκαί», ανέφερεν εις τους δημοσιογράφους ό πρόεδρος του Επιμελητηρίου. «Εποικοδομητικαί υπήρξαν αί συνομιλίαι της γαλλικής οικονομικής αποστολής, ή όποια παρέμεινεν επί διήμερον εις την πόλιν μας, εις το Εμπορικόν και Βιομηχανικόν Επιμελητήριον και αί προοπτικαί δια την ανάπτυξιν των οικονομικών σχέσεων των δύο χωρών είναι ευνοϊκαί», ανέφερεν εις τους δημοσιογράφους ό πρόεδρος του Επιμελητηρίου. να αποκαταστήση την διαδικασίαν ελέγχου φορολογικών δηλώσεων, ή όποια είχεν επιτρέψει την εκκρεμότητα υποθέσεων και ή όποια θεωρείται ήδη ως καθυστερημένη. Ως ανεφέρθη, το σχέδιον προβλέπει την δυνατότητα συμβιβαστικής επιλύσεως των διαφορών. «Εποικοδομητικαί υπήρξαν αί συνομιλίαι της γαλλικής οικονομικής αποστολής, ή όποια παρέμεινεν επί διήμερον εις την πόλιν μας, εις το Εμπορικόν και Βιομηχανικόν Επιμελητήριον και αί προοπτικαί δια την ανάπτυξιν των οικονομικών σχέσεων των δύο χωρών είναι ευνοϊκαί», ανέφερεν εις τους δημοσιογράφους ό πρόεδρος του Επιμελητηρίου. ΑΝΤΙΣΥΝΤΑΓΜΑΤΙΚΟΝ ΕΚΡΙΝΕΝ Η ΣΥΜΒΟΥΛΕΥΤΙΚΗ ΝΟΜΟΣΧΕΔΙΩΝ ΡΥΘΜΙΖΟΝ ΤΑ ΦΟΡΟΛΟΓΙΚΑ ΘΕΜΑΤΑ ΣΥΝΕΧΕΙΑ ΕΚ ΤΗΣ 1ΗΣ ΣΕΛ. να αποκαταστήση την διαδικασίαν ελέγχου φορολογικών δηλώσεων, ή όποια είχεν επιτρέψει την εκκρεμότητα υποθέσεων και ή όποια θεωρείται ήδη ως καθυστερημένη. Ως ανεφέρθη, το σχέδιον προβλέπει την δυνατότητα συμβιβαστικής επιλύσεως των διαφορών. να αποκαταστήση την διαδικασίαν ελέγχου φορολογικών δηλώσεων, ή όποια είχεν επιτρέψει την εκκρεμότητα υποθέσεων και ή όποια θεωρείται ήδη ως καθυστερημένη. Ως ανεφέρθη, το σχέδιον προβλέπει την δυνατότητα συμβιβαστικής επιλύσεως των διαφορών. Τρίτος ελογήθη το σχέδιον Π.Δ., περί τροποποιήσεως των σχετικών διατάξεων του περί κωδικοποιήσεως διατάξεων και αι οποίαι θεσπίζονται εκ νέου, ως ανακοινώθη, δια του προτεινομένου νομοσχεδίου υπό τύπον διατάγματος. Ο ιδιοκτήτης δικαιούται να ζητήση επανεξέτασιν της υποθέσεως. να αποκαταστήση την διαδικασίαν ελέγχου φορολογικών δηλώσεων, ή όποια είχεν επιτρέψει την εκκρεμότητα υποθέσεων και ή όποια θεωρείται ήδη ως καθυστερημένη. Ως ανεφέρθη, το σχέδιον προβλέπει την δυνατότητα συμβιβαστικής επιλύσεως των διαφορών. Τρίτος ελογήθη το σχέδιον Π.Δ., περί τροποποιήσεως των σχετικών διατάξεων του περί κωδικοποιήσεως διατάξεων και αι οποίαι θεσπίζονται εκ νέου, ως ανακοινώθη, δια του προτεινομένου νομοσχεδίου υπό τύπον διατάγματος. Ο ιδιοκτήτης δικαιούται να ζητήση επανεξέτασιν της υποθέσεως. «ΧΙΛΙΑΔΕΣ ΠΤΕΡΝΑ» Τρίτος ελογήθη το σχέδιον Π.Δ., περί τροποποιήσεως των σχετικών διατάξεων του περί κωδικοποιήσεως διατάξεων και αι οποίαι θεσπίζονται εκ νέου, ως ανακοινώθη, δια του προτεινομένου νομοσχεδίου υπό τύπον διατάγματος. Ο ιδιοκτήτης δικαιούται να ζητήση επανεξέτασιν της υποθέσεως. να αποκαταστήση την διαδικασίαν ελέγχου φορολογικών δηλώσεων, ή όποια είχεν επιτρέψει την εκκρεμότητα υποθέσεων και ή όποια θεωρείται ήδη ως καθυστερημένη. Ως ανεφέρθη, το σχέδιον προβλέπει την δυνατότητα συμβιβαστικής επιλύσεως των διαφορών. Τρίτος ελογήθη το σχέδιον Π.Δ., περί τροποποιήσεως των σχετικών διατάξεων του περί κωδικοποιήσεως διατάξεων και αι οποίαι θεσπίζονται εκ νέου, ως ανακοινώθη, δια του προτεινομένου νομοσχεδίου υπό τύπον διατάγματος. Ο ιδιοκτήτης δικαιούται να ζητήση επανεξέτασιν της υποθέσεως. να αποκαταστήση την διαδικασίαν ελέγχου φορολογικών δηλώσεων, ή όποια είχεν επιτρέψει την εκκρεμότητα υποθέσεων και ή όποια θεωρείται ήδη ως καθυστερημένη. Ως ανεφέρθη, το σχέδιον προβλέπει την δυνατότητα συμβιβαστικής επιλύσεως των διαφορών. Τρίτος ελογήθη το σχέδιον Π.Δ., περί τροποποιήσεως των σχετικών διατάξεων του περί κωδικοποιήσεως διατάξεων και αι οποίαι θεσπίζονται εκ νέου, ως ανακοινώθη, δια του προτεινομένου νομοσχεδίου υπό τύπον διατάγματος. Ο ιδιοκτήτης δικαιούται να ζητήση επανεξέτασιν της υποθέσεως. να αποκαταστήση την διαδικασίαν ελέγχου φορολογικών δηλώσεων, ή όποια είχεν επιτρέψει την εκκρεμότητα υποθέσεων και ή όποια θεωρείται ήδη ως καθυστερημένη. Ως ανεφέρθη, το σχέδιον προβλέπει την δυνατότητα συμβιβαστικής επιλύσεως των διαφορών. Τρίτος ελογήθη το σχέδιον Π.Δ., περί τροποποιήσεως των σχετικών διατάξεων του περί κωδικοποιήσεως διατάξεων και αι οποίαι θεσπίζονται εκ νέου, ως ανακοινώθη, δια του προτεινομένου νομοσχεδίου υπό τύπον διατάγματος. Ο ιδιοκτήτης δικαιούται να ζητήση επανεξέτασιν της υποθέσεως. να αποκαταστήση την διαδικασίαν ελέγχου φορολογικών δηλώσεων, ή όποια είχεν επιτρέψει την εκκρεμότητα υποθέσεων και ή όποια θεωρείται ήδη ως καθυστερημένη. Ως ανεφέρθη, το σχέδιον προβλέπει την δυνατότητα συμβιβαστικής επιλύσεως των διαφορών. Ο ΑΓΩΝ ΜΕΤΑΞΥ «ΝΙΚΗΣ» ΠΟΛΥΓΥΡΟΥ — ΜΟΥΔΑΝΙΩΝ ΘΑ ΓΙΝΗ ΤΗΝ 11 ΑΠΡΙΛΙΟΥ ΣΤΟ ΓΗΠΕΔΟ ΤΟΥ «ΑΡΕΩΣ» ΣΥΝΕΧΕΙΑ ΕΚ ΤΗΣ 4ΗΣ ΣΕΛ. Αί ΠΡΩΤΑΘΛΗΤΡΙΑΙ ΑΝΗΣΥΧΟΝ ΣΤΟΛΙΣΤΩΝ. Ο αγών θα διεξαχθή επί ουδετέρου εδάφους κατόπιν αποφάσεως της Ενώσεως. Τα εισιτήρια θα διατεθούν από των γραφείων της ΕΠΣΜ. Ειδικαί διατάξεις ελήφθησαν δια την τήρησιν της τάξεως κατά την διάρκειαν του αγώνος. Η ΕΠΙΤΡΟΠΗ ΠΡΩΤΑΘΛΗΜΑΤΟΣ ανεκοίνωσε το πρόγραμμα των αγώνων της προσεχούς Κυριακής. Την 2αν Απριλίου θα διεξαχθούν αι συναντήσεις του πρωταθλήματος και του κυπέλλου Ελλάδος. Αί ΠΡΩΤΑΘΛΗΤΡΙΑΙ ΑΝΗΣΥΧΟΝ ΣΤΟΛΙΣΤΩΝ. Ο αγών θα διεξαχθή επί ουδετέρου εδάφους κατόπιν αποφάσεως της Ενώσεως. Τα εισιτήρια θα διατεθούν από των γραφείων της ΕΠΣΜ. Ειδικαί διατάξεις ελήφθησαν δια την τήρησιν της τάξεως κατά την διάρκειαν του αγώνος. Η ΕΠΙΤΡΟΠΗ ΠΡΩΤΑΘΛΗΜΑΤΟΣ ανεκοίνωσε το πρόγραμμα των αγώνων της προσεχούς Κυριακής. Την 2αν Απριλίου θα διεξαχθούν αι συναντήσεις του πρωταθλήματος και του κυπέλλου Ελλάδος. Αί ΠΡΩΤΑΘΛΗΤΡΙΑΙ ΑΝΗΣΥΧΟΝ ΣΤΟΛΙΣΤΩΝ. Ο αγών θα διεξαχθή επί ουδετέρου εδάφους κατόπιν αποφάσεως της Ενώσεως. Τα εισιτήρια θα διατεθούν από των γραφείων της ΕΠΣΜ. Ειδικαί διατάξεις ελήφθησαν δια την τήρησιν της τάξεως κατά την διάρκειαν του αγώνος. Η ΕΠΙΤΡΟΠΗ ΠΡΩΤΑΘΛΗΜΑΤΟΣ ανεκοίνωσε το πρόγραμμα των αγώνων της προσεχούς Κυριακής. Την 2αν Απριλίου θα διεξαχθούν αι συναντήσεις του πρωταθλήματος και του κυπέλλου Ελλάδος. Αί ΠΡΩΤΑΘΛΗΤΡΙΑΙ ΑΝΗΣΥΧΟΝ ΣΤΟΛΙΣΤΩΝ. Ο αγών θα διεξαχθή επί ουδετέρου εδάφους κατόπιν αποφάσεως της Ενώσεως. Τα εισιτήρια θα διατεθούν από των γραφείων της ΕΠΣΜ. Ειδικαί διατάξεις ελήφθησαν δια την τήρησιν της τάξεως κατά την διάρκειαν του αγώνος. Η ΕΠΙΤΡΟΠΗ ΠΡΩΤΑΘΛΗΜΑΤΟΣ ανεκοίνωσε το πρόγραμμα των αγώνων της προσεχούς Κυριακής. Την 2αν Απριλίου θα διεξαχθούν αι συναντήσεις του πρωταθλήματος και του κυπέλλου Ελλάδος. Αί ΠΡΩΤΑΘΛΗΤΡΙΑΙ ΑΝΗΣΥΧΟΝ ΣΤΟΛΙΣΤΩΝ. Ο αγών θα διεξαχθή επί ουδετέρου εδάφους κατόπιν αποφάσεως της Ενώσεως. Τα εισιτήρια θα διατεθούν από των γραφείων της ΕΠΣΜ. Ειδικαί διατάξεις ελήφθησαν δια την τήρησιν της τάξεως κατά την διάρκειαν του αγώνος. Η ΕΠΙΤΡΟΠΗ ΠΡΩΤΑΘΛΗΜΑΤΟΣ ανεκοίνωσε το πρόγραμμα των αγώνων της προσεχούς Κυριακής. Την 2αν Απριλίου θα διεξαχθούν αι συναντήσεις του πρωταθλήματος και του κυπέλλου Ελλάδος. Αί ΠΡΩΤΑΘΛΗΤΡΙΑΙ ΑΝΗΣΥΧΟΝ ΣΤΟΛΙΣΤΩΝ. Ο αγών θα διεξαχθή επί ουδετέρου εδάφους κατόπιν αποφάσεως της Ενώσεως. Τα εισιτήρια θα διατεθούν από των γραφείων της ΕΠΣΜ. Ειδικαί διατάξεις ελήφθησαν δια την τήρησιν της τάξεως κατά την διάρκειαν του αγώνος. Η ΕΠΙΤΡΟΠΗ ΠΡΩΤΑΘΛΗΜΑΤΟΣ ανεκοίνωσε το πρόγραμμα των αγώνων της προσεχούς Κυριακής. Την 2αν Απριλίου θα διεξαχθούν αι συναντήσεις του πρωταθλήματος και του κυπέλλου Ελλάδος. Αί ΠΡΩΤΑΘΛΗΤΡΙΑΙ ΑΝΗΣΥΧΟΝ ΣΤΟΛΙΣΤΩΝ. Ο αγών θα διεξαχθή επί ουδετέρου εδάφους κατόπιν αποφάσεως της Ενώσεως. Τα εισιτήρια θα διατεθούν από των γραφείων της ΕΠΣΜ. Ειδικαί διατάξεις ελήφθησαν δια την τήρησιν της τάξεως κατά την διάρκειαν του αγώνος. ΔΕΗ ΔΙΑΚΟΠΗ ΗΛΕΚΤΡΙΚΟΥ ΡΕΥΜΑΤΟΣ ΕΙΣ ΤΟΝ ΝΟΜΟΝ ΧΑΛΚΙΔΙΚΗΣ Χάριν εργασιών επί του δικτύου θα διακοπή ή παροχή ηλεκτρικού ρεύματος εις τας κάτωθι περιοχάς: 1) Από ώρας 08.00 μέχρι 12.00 εις Μεταλλείο Γερακινής και τα χωριά Ολύνθου, Γερακινής, Ορμύλια. 2) Από ώρας 08.00 έως 14.00 εις τα χωριά Στάγειρα, Στρατονίκη, Στρατώνι, Ιερισσός, Γομάτιον, Νέα Ρόδα. Χάριν εργασιών επί του δικτύου θα διακοπή ή παροχή ηλεκτρικού ρεύματος εις τας κάτωθι περιοχάς: 1) Από ώρας 08.00 μέχρι 12.00 εις Μεταλλείο Γερακινής και τα χωριά Ολύνθου, Γερακινής, Ορμύλια. 2) Από ώρας 08.00 έως 14.00 εις τα χωριά Στάγειρα, Στρατονίκη, Στρατώνι, Ιερισσός, Γομάτιον, Νέα Ρόδα. Εκ της Δ.Ε.Η. (6, 8, 306, 2278)
deh-logo-icon: ΔΕΗ (15, 1689, 53, 1727)
lottery-small-row: 630 752 826 895 913 (356, 731, 465, 743)
lottery-small-row: 100021 110 113 122 135 140 146 158 169 176 191 (630, 993, 897, 1005)
lottery-small-row: 107060 111 117 123 126 133 138 142 145 152 158 (630, 1072, 897, 1084)
lottery-row: 23834 3.000 48683 3.000 77684 3.000 103135 3.000 130816 3.000 (335, 502, 935, 514)
lottery-small-row: 14011 55 93 171 221 323 356 394 463 506 558 700 (312, 867, 590, 879)
lottery-small-row: 109005 105 109 112 117 120 124 129 134 138 143 (630, 1095, 897, 1107)
lottery-small-row: 6008 166 205 239 253 324 343 449 462 485 490 565 (312, 753, 602, 765)
lottery-small-row: 73006 146 191 229 249 283 337 342 389 491 517 (630, 685, 897, 697)
lottery-small-row: 601 614 615 673 678 683 691 717 804 805 825 (356, 662, 602, 674)
lottery-row: 18065 3.000 38341 5.000 71230 3.000 95102 3.000 125989 3.000 (335, 371, 935, 383)
lottery-row: 25080 3.000 49704 10.000 80311 3.000 105058 3.000 131780 3.000 (335, 524, 935, 535)
lottery-small-row: 102113 133 148 151 157 159 163 172 186 196 211 (630, 1015, 897, 1027)
lottery-small-row: 12128 143 196 226 283 298 302 347 361 403 518 676 (312, 844, 602, 856)
lottery-small-row: 93003 117 120 140 155 161 181 203 242 264 280 (630, 913, 897, 925)
headline-zagorianakos: ΟΙ κ.κ. ΖΑΓΟΡΙΑΝΑΚΟΣ ΚΑΙ ΣΚΛΗΡΟΣ ΜΕΤΕΒΗΣΑΝ ΕΙΣ ΣΜΥΡΝΗΝ (968, 8, 1126, 47)
headline-imathia-meeting: ΕΙΔΙΚΗ ΣΥΣΚΕΨΙΣ ΚΟΙΝΟΤΙΚΩΝ ΣΥΜΒΟΥΛΙΩΝ ΝΟΜΟΥ ΗΜΑΘΙΑΣ (323, 2019, 511, 2046)
subhead-xiliades: «ΧΙΛΙΑΔΕΣ ΠΤΕΡΝΑ» (18, 855, 140, 870)
lottery-row: 21008 3.000 40646 5.000 74441 3.000 98558 3.000 126500 5.000 (335, 425, 935, 437)
subhead-agnew: ΤΙ ΛΕΓΕΙ Ο ΑΓΚΝΙΟΥ (1427, 827, 1546, 842)
lottery-small-row: 96104 142 154 165 171 182 200 203 229 244 250 (630, 947, 897, 959)
lottery-small-row: 37017 54 85 138 167 169 182 271 294 375 385 403 (312, 1129, 590, 1141)
lottery-row: 6315 3.000 28665 10.000 58273 3.000 87067 10.000 113345 3.000 (341, 218, 935, 230)
lottery-small-row: 44092 101 178 211 224 275 287 308 350 355 387 461 (312, 1209, 602, 1221)
article-agronomists: ΕΔΕΣΣΑ, 1.— Εις το κέντρον γεωργικής αναπτύξεως Σκύδρας πραγματοποιήθη σύσκεψις των γεωπόνων της περιοχής με αντικείμενον την εφαρμογήν του προγράμματος γεωργικής αναπτύξεως του 1971. (944, 582, 1150, 638)
lottery-small-row: 2010 245 247 313 321 376 475 477 489 512 532 539 (312, 685, 602, 697)
power-outage-signature: Εκ της Δ.Ε.Η. (250, 1866, 300, 1877)
article-nixon-calley: του πολέμου ήσαν αλήθειες διατάγματα, οι δε στρατιώται έπρεπε να τα εκτελέσουν. Ο πρόεδρος Νίξον απεφάσισε να αποφυλακίση τον υπολοχαγόν Κάλλεϋ μέχρις ότου εξετασθή ή έφεσις του, κατόπιν του κύματος διαμαρτυριών το όποιον εσημειώθη εις όλας τας Ηνωμένας Πολιτείας μετά την καταδίκην του. (1156, 844, 1371, 911)
article-sewing-school: ΞΑΝΘΗ. 1.— Εις το χωρίον Κουτσό ήρχισεν ή λειτουργία σχολής ραπτικής δια τας νεάνιδας της περιοχής, εις την όποιαν φοιτούν ήδη πλέον των 30 μαθητριών. (944, 849, 1150, 894)
article-xiliades: Τρίτος ελογήθη το σχέδιον Π.Δ., περί τροποποιήσεως των σχετικών διατάξεων του περί κωδικοποιήσεως διατάξεων και αι οποίαι θεσπίζονται εκ νέου, ως ανακοινώθη, δια του προτεινομένου νομοσχεδίου υπό τύπον διατάγματος. Ο ιδιοκτήτης δικαιούται να ζητήση επανεξέτασιν της υποθέσεως. (6, 870, 152, 971)
headline-evros-works: ΕΠΡΟΓΡΑΜΜΑΤΙΣΘΗ ΚΑΤΑΣΚΕΥΗ ΝΕΩΝ ΕΡΓΩΝ ΕΙΣ ΑΛΕΞΑΝΔΡΟΥΠΟΛΙΝ ΚΑΙ ΝΟΜΟΝ ΕΒΡΟΥ (559, 2019, 911, 2050)
subhead-reuter: ΤΙ ΜΕΤΕΔΩΣΕ ΤΟ «ΡΟΥΤΕΡ» (1180, 982, 1347, 997)
lottery-small-row: 5013 80 95 101 144 219 260 297 321 357 449 455 (312, 742, 590, 754)
lottery-small-row: 89117 157 176 183 197 228 236 255 268 278 285 (630, 867, 897, 879)
lottery-row: 1550 5.000 27413 5.000 53483 3.000 85399 3.000 111928 3.000 (341, 174, 935, 186)
lottery-small-row: 120006 104 108 111 115 118 122 125 129 132 136 (630, 1220, 897, 1232)
lottery-small-row: 39104 99 142 203 233 260 267 312 349 362 449 469 (312, 1152, 596, 1164)
lottery-small-row: 101005 131 137 143 161 167 172 189 191 195 200 (630, 1004, 897, 1016)
lottery-small-row: 126002 106 110 113 117 120 124 127 131 134 138 (630, 1289, 897, 1301)
lottery-small-row: 121048 107 111 114 118 121 125 128 132 135 139 (630, 1232, 897, 1244)
headline-french-delegation: ΕΠΟΙΚΟΔΟΜΗΤΙΚΑΙ ΗΣΑΝ ΑΙ ΣΥΝΟΜΙΛΙΑΙ ΤΗΣ ΓΑΛΛΙΚΗΣ ΑΝΤΙΠΡΟΣΩΠΕΙΑΣ ΕΙΣ ΤΟ ΕΠΙΜΕΛΗΤΗΡΙΟΝ ΤΗΣ ΘΕΣΣΑΛΟΝΙΚΗΣ (16, 8, 296, 53)
lottery-small-row: 11132 96 138 164 284 322 382 447 483 501 570 626 (312, 822, 596, 834)
lottery-small-row: 19028 58 92 144 169 199 205 319 411 473 554 578 (312, 924, 590, 936)
lottery-small-row: 28037 51 114 137 175 188 288 312 475 507 557 580 (312, 1027, 596, 1039)
lottery-small-row: 87126 173 181 188 192 207 224 234 252 262 272 (630, 844, 897, 856)
lottery-small-row: 137003 104 108 111 115 118 122 125 129 132 136 (630, 1414, 897, 1426)
power-outage-subtitle: ΕΙΣ ΤΟΝ ΝΟΜΟΝ ΧΑΛΚΙΔΙΚΗΣ (55, 1732, 257, 1749)
lottery-row: 16679 5.000 34851 10.000 69250 5.000 93404 3.000 121589 3.000 (335, 349, 935, 361)
subhead-revelations: ΑΠΟΚΑΛΥΨΕΙΣ (1442, 1317, 1531, 1332)
lottery-row: 9748 3.000 31975 3.000 60393 5.000 88031 3.000 114752 3.000 (341, 240, 935, 252)
lottery-small-row: 15032 72 167 232 276 481 489 518 581 584 609 774 (312, 879, 596, 891)
lottery-small-row: 4021 94 121 155 182 240 378 394 428 463 503 542 (312, 719, 596, 731)
lottery-small-row: 91050 141 179 185 204 215 226 234 238 252 263 (630, 890, 897, 902)
lottery-small-row: 55036 161 162 184 213 240 259 318 357 367 387 406 (312, 1334, 602, 1346)
lottery-small-row: 8010 59 104 114 124 154 204 259 438 504 538 573 (312, 776, 596, 788)
lottery-small-row: 41012 93 118 155 160 213 224 277 363 375 410 442 (312, 1175, 596, 1187)
lottery-small-row: 130008 107 111 114 118 121 125 128 132 135 139 (630, 1334, 897, 1346)
lottery-small-row: 77092 119 123 203 269 294 326 430 463 481 502 (630, 731, 897, 743)
